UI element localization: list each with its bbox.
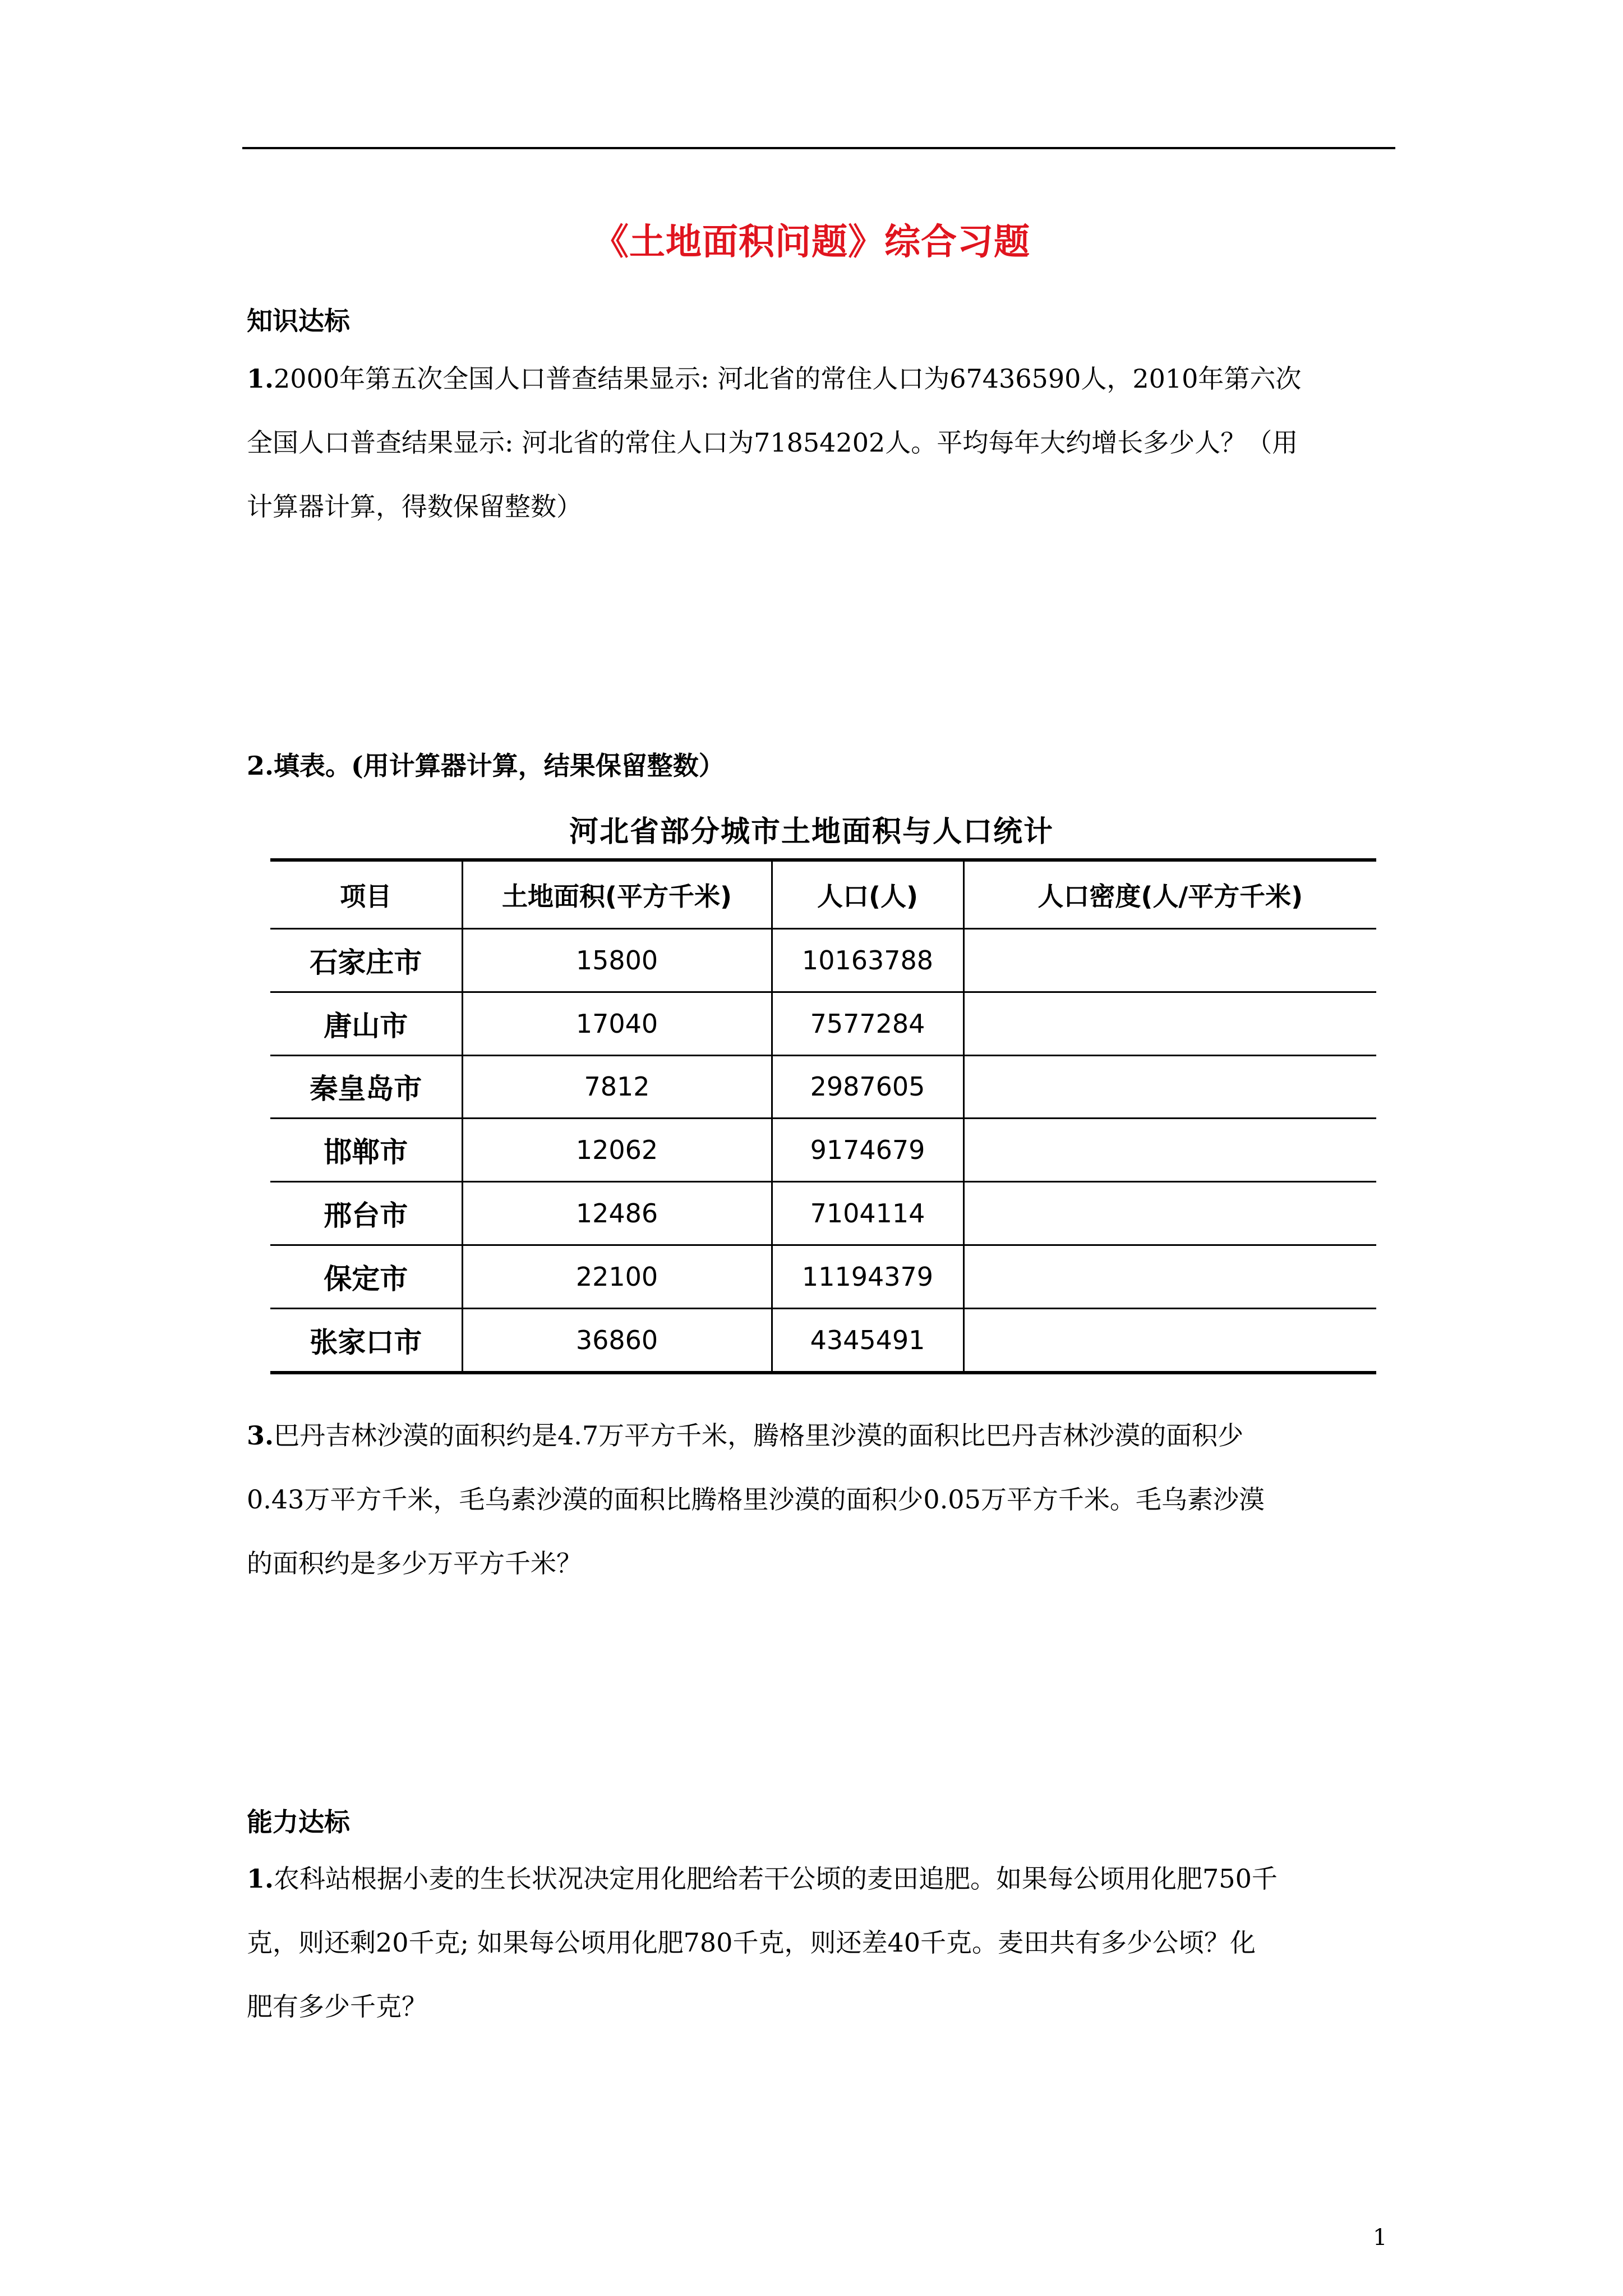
table-row: [270, 929, 1376, 992]
area-cell: 36860: [462, 1308, 772, 1373]
city-cell: 邯郸市: [270, 1119, 462, 1182]
table-header-row: [270, 860, 1376, 929]
density-cell[interactable]: [963, 1308, 1376, 1373]
question-4-line-3: 肥有多少千克？: [247, 1991, 427, 2022]
question-3: [247, 1404, 1402, 1595]
table-row: [270, 1308, 1376, 1373]
header-density: 人口密度(人/平方千米): [963, 860, 1376, 929]
table-row: [270, 992, 1376, 1055]
question-1-line-2: 全国人口普查结果显示: 河北省的常住人口为71854202人。平均每年大约增长多少人？（用: [247, 427, 1298, 458]
city-cell: 唐山市: [270, 992, 462, 1055]
question-1-text-1: 2000年第五次全国人口普查结果显示: 河北省的常住人口为67436590人，2010年第六次: [274, 364, 1302, 394]
statistics-table: [270, 858, 1376, 1374]
header-population: 人口(人): [772, 860, 963, 929]
question-1-number: 1.: [247, 364, 274, 394]
question-1-line-1: [247, 347, 1402, 411]
city-cell: 石家庄市: [270, 929, 462, 992]
density-cell[interactable]: [963, 992, 1376, 1055]
area-cell: 15800: [462, 929, 772, 992]
city-cell: 秦皇岛市: [270, 1055, 462, 1119]
question-4-text-1: 农科站根据小麦的生长状况决定用化肥给若干公顷的麦田追肥。如果每公顷用化肥750千: [274, 1864, 1278, 1894]
table-row: [270, 1119, 1376, 1182]
area-cell: 7812: [462, 1055, 772, 1119]
area-cell: 12486: [462, 1182, 772, 1245]
city-cell: 张家口市: [270, 1308, 462, 1373]
question-3-number: 3.: [247, 1420, 274, 1451]
section-heading-knowledge: 知识达标: [247, 306, 350, 336]
density-cell[interactable]: [963, 1182, 1376, 1245]
area-cell: 22100: [462, 1245, 772, 1308]
question-4-line-2: 克，则还剩20千克; 如果每公顷用化肥780千克，则还差40千克。麦田共有多少公顷？化: [247, 1927, 1256, 1958]
population-cell: 4345491: [772, 1308, 963, 1373]
population-cell: 10163788: [772, 929, 963, 992]
table-row: [270, 1055, 1376, 1119]
document-title: 《土地面积问题》综合习题: [593, 221, 1030, 263]
density-cell[interactable]: [963, 929, 1376, 992]
density-cell[interactable]: [963, 1119, 1376, 1182]
density-cell[interactable]: [963, 1055, 1376, 1119]
page-number: 1: [1373, 2225, 1387, 2251]
question-3-line-2: 0.43万平方千米，毛乌素沙漠的面积比腾格里沙漠的面积少0.05万平方千米。毛乌素沙漠: [247, 1484, 1265, 1515]
question-1-line-3: 计算器计算，得数保留整数）: [247, 491, 582, 522]
table-row: [270, 1182, 1376, 1245]
question-4: [247, 1847, 1402, 2039]
header-rule: [242, 147, 1395, 149]
question-3-line-1: [247, 1404, 1402, 1467]
question-3-line-3: 的面积约是多少万平方千米？: [247, 1548, 582, 1579]
area-cell: 17040: [462, 992, 772, 1055]
population-cell: 7104114: [772, 1182, 963, 1245]
question-2: 2.填表。(用计算器计算，结果保留整数）: [247, 751, 725, 781]
question-4-line-1: [247, 1847, 1402, 1911]
population-cell: 7577284: [772, 992, 963, 1055]
question-1: [247, 347, 1402, 539]
city-cell: 保定市: [270, 1245, 462, 1308]
population-cell: 11194379: [772, 1245, 963, 1308]
table-title: 河北省部分城市土地面积与人口统计: [569, 815, 1054, 849]
table-row: [270, 1245, 1376, 1308]
header-area: 土地面积(平方千米): [462, 860, 772, 929]
header-item: 项目: [270, 860, 462, 929]
population-cell: 2987605: [772, 1055, 963, 1119]
section-heading-ability: 能力达标: [247, 1807, 350, 1837]
population-cell: 9174679: [772, 1119, 963, 1182]
density-cell[interactable]: [963, 1245, 1376, 1308]
question-3-text-1: 巴丹吉林沙漠的面积约是4.7万平方千米，腾格里沙漠的面积比巴丹吉林沙漠的面积少: [274, 1420, 1244, 1451]
question-4-number: 1.: [247, 1864, 274, 1894]
city-cell: 邢台市: [270, 1182, 462, 1245]
area-cell: 12062: [462, 1119, 772, 1182]
